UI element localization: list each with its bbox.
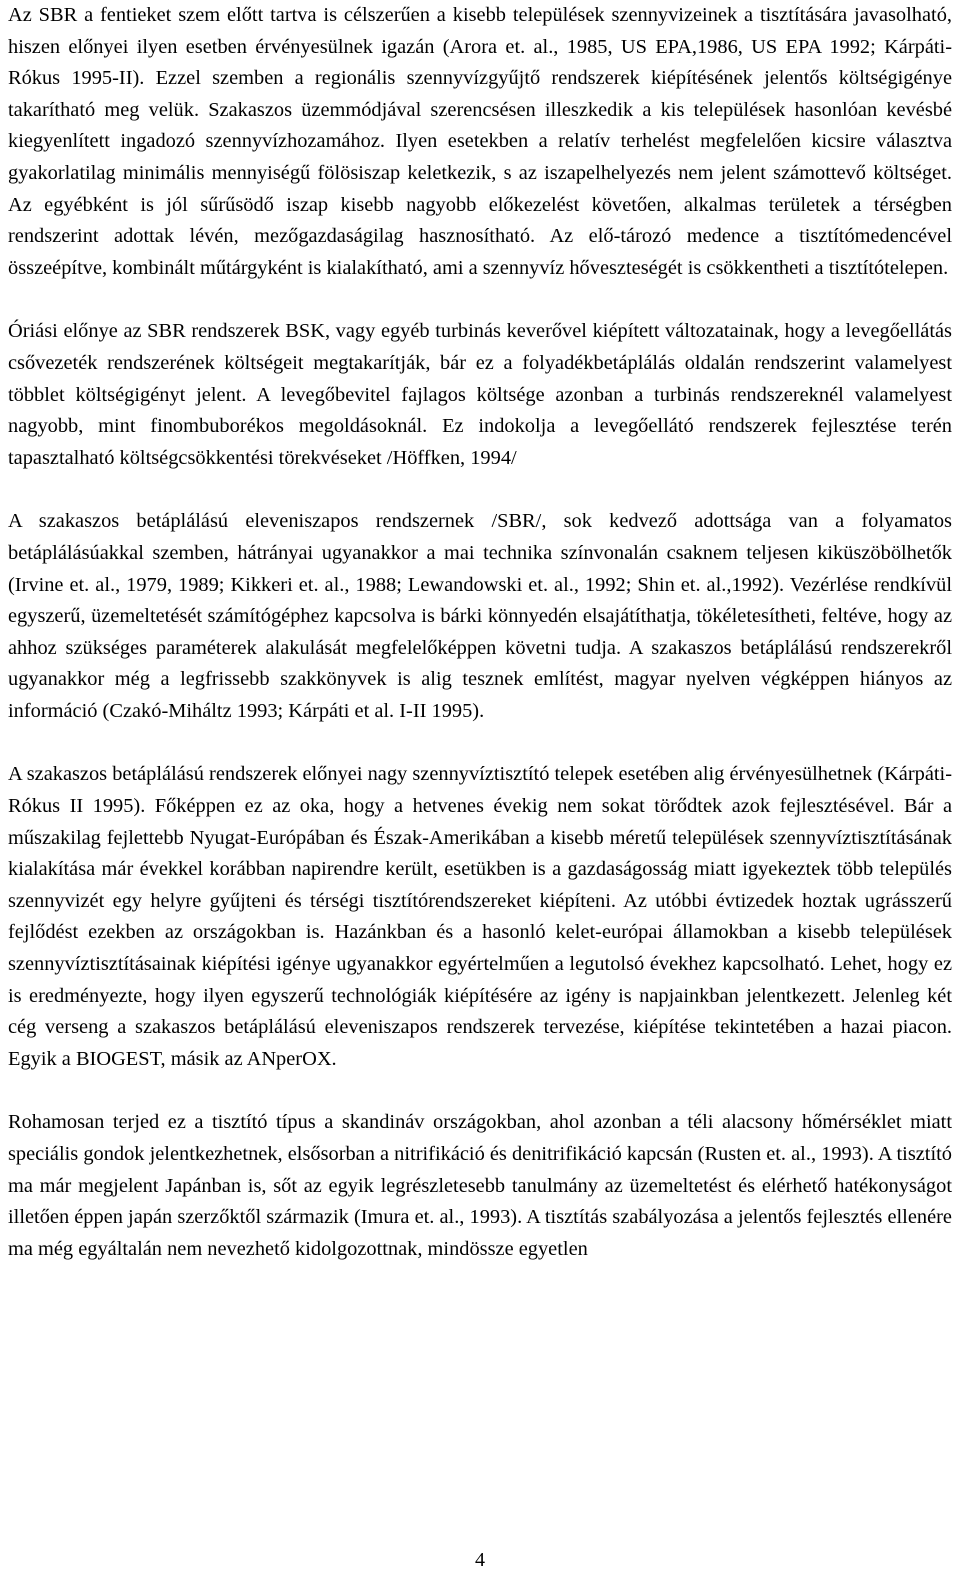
paragraph-spacer [8, 727, 952, 759]
paragraph-sbr-aeration-advantage: Óriási előnye az SBR rendszerek BSK, vagy egyéb turbinás keverővel kiépített változatainak, hogy a levegőellátás csővezeték rendszerének költségeit megtakarítják, bár ez a folyadékbetáplálás oldalán rendszerint valamelyest többlet költségigényt jelent. A levegőbevitel fajlagos költsége azonban a turbinás rendszereknél valamelyest nagyobb, mint finombuborékos megoldásoknál. Ez indokolja a levegőellátó rendszerek fejlesztése terén tapasztalható költségcsökkentési törekvéseket /Höffken, 1994/ [8, 320, 952, 469]
paragraph-spacer [8, 474, 952, 506]
paragraph-spacer [8, 1075, 952, 1107]
document-body [8, 0, 952, 1265]
paragraph-sbr-small-settlements: Az SBR a fentieket szem előtt tartva is célszerűen a kisebb települések szennyvizeinek a tisztítására javasolható, hiszen előnyei ilyen esetben érvényesülnek igazán (Arora et. al., 1985, US EPA,1986, US EPA 1992; Kárpáti-Rókus 1995-II). Ezzel szemben a regionális szennyvízgyűjtő rendszerek kiépítésének jelentős költségigénye takarítható meg velük. Szakaszos üzemmódjával szerencsésen illeszkedik a kis települések hasonlóan kevésbé kiegyenlített ingadozó szennyvízhozamához. Ilyen esetekben a relatív terhelést megfelelően kicsire választva gyakorlatilag minimális mennyiségű fölösiszap keletkezik, s az iszapelhelyezés nem jelent számottevő költséget. Az egyébként is jól sűrűsödő iszap kisebb nagyobb előkezelést követően, alkalmas területek a térségben rendszerint adottak lévén, mezőgazdaságilag hasznosítható. Az elő-tározó medence a tisztítómedencével összeépítve, kombinált műtárgyként is kialakítható, ami a szennyvíz hőveszteségét is csökkentheti a tisztítótelepen. [8, 4, 952, 279]
paragraph-sbr-scandinavia-japan: Rohamosan terjed ez a tisztító típus a skandináv országokban, ahol azonban a téli alacsony hőmérséklet miatt speciális gondok jelentkezhetnek, elsősorban a nitrifikáció és denitrifikáció kapcsán (Rusten et. al., 1993). A tisztító ma már megjelent Japánban is, sőt az egyik legrészletesebb tanulmány az üzemeltetést és elérhető hatékonyságot illetően éppen japán szerzőktől származik (Imura et. al., 1993). A tisztítás szabályozása a jelentős fejlesztés ellenére ma még egyáltalán nem nevezhető kidolgozottnak, mindössze egyetlen [8, 1111, 952, 1260]
paragraph-sbr-properties: A szakaszos betáplálású eleveniszapos rendszernek /SBR/, sok kedvező adottsága van a folyamatos betáplálásúakkal szemben, hátrányai ugyanakkor a mai technika színvonalán csaknem teljesen kiküszöbölhetők (Irvine et. al., 1979, 1989; Kikkeri et. al., 1988; Lewandowski et. al., 1992; Shin et. al.,1992). Vezérlése rendkívül egyszerű, üzemeltetését számítógéphez kapcsolva is bárki könnyedén elsajátíthatja, tökéletesítheti, feltéve, hogy az ahhoz szükséges paraméterek alakulását megfelelőképpen követni tudja. A szakaszos betáplálású rendszerekről ugyanakkor még a legfrissebb szakkönyvek is alig tesznek említést, magyar nyelven végképpen hiányos az információ (Czakó-Miháltz 1993; Kárpáti et al. I-II 1995). [8, 510, 952, 722]
paragraph-spacer [8, 284, 952, 316]
page-number: 4 [475, 1549, 485, 1571]
paragraph-sbr-development-history: A szakaszos betáplálású rendszerek előnyei nagy szennyvíztisztító telepek esetében alig érvényesülhetnek (Kárpáti-Rókus II 1995). Főképpen ez az oka, hogy a hetvenes évekig nem sokat törődtek azok fejlesztésével. Bár a műszakilag fejlettebb Nyugat-Európában és Észak-Amerikában a kisebb méretű települések szennyvíztisztításának kialakítása már évekkel korábban napirendre került, esetükben is a gazdaságosság miatt igyekeztek több település szennyvizét egy helyre gyűjteni és térségi tisztítórendszereket kiépíteni. Az utóbbi évtizedek hoztak ugrásszerű fejlődést ezekben az országokban is. Hazánkban és a hasonló kelet-európai államokban a kisebb települések szennyvíztisztításainak kiépítési igénye ugyanakkor egyértelműen a legutolsó évekhez kapcsolható. Lehet, hogy ez is eredményezte, hogy ilyen egyszerű technológiák kiépítésére az igény is napjainkban jelentkezett. Jelenleg két cég verseng a szakaszos betáplálású eleveniszapos rendszerek tervezése, kiépítése tekintetében a hazai piacon. Egyik a BIOGEST, másik az ANperOX. [8, 763, 952, 1070]
